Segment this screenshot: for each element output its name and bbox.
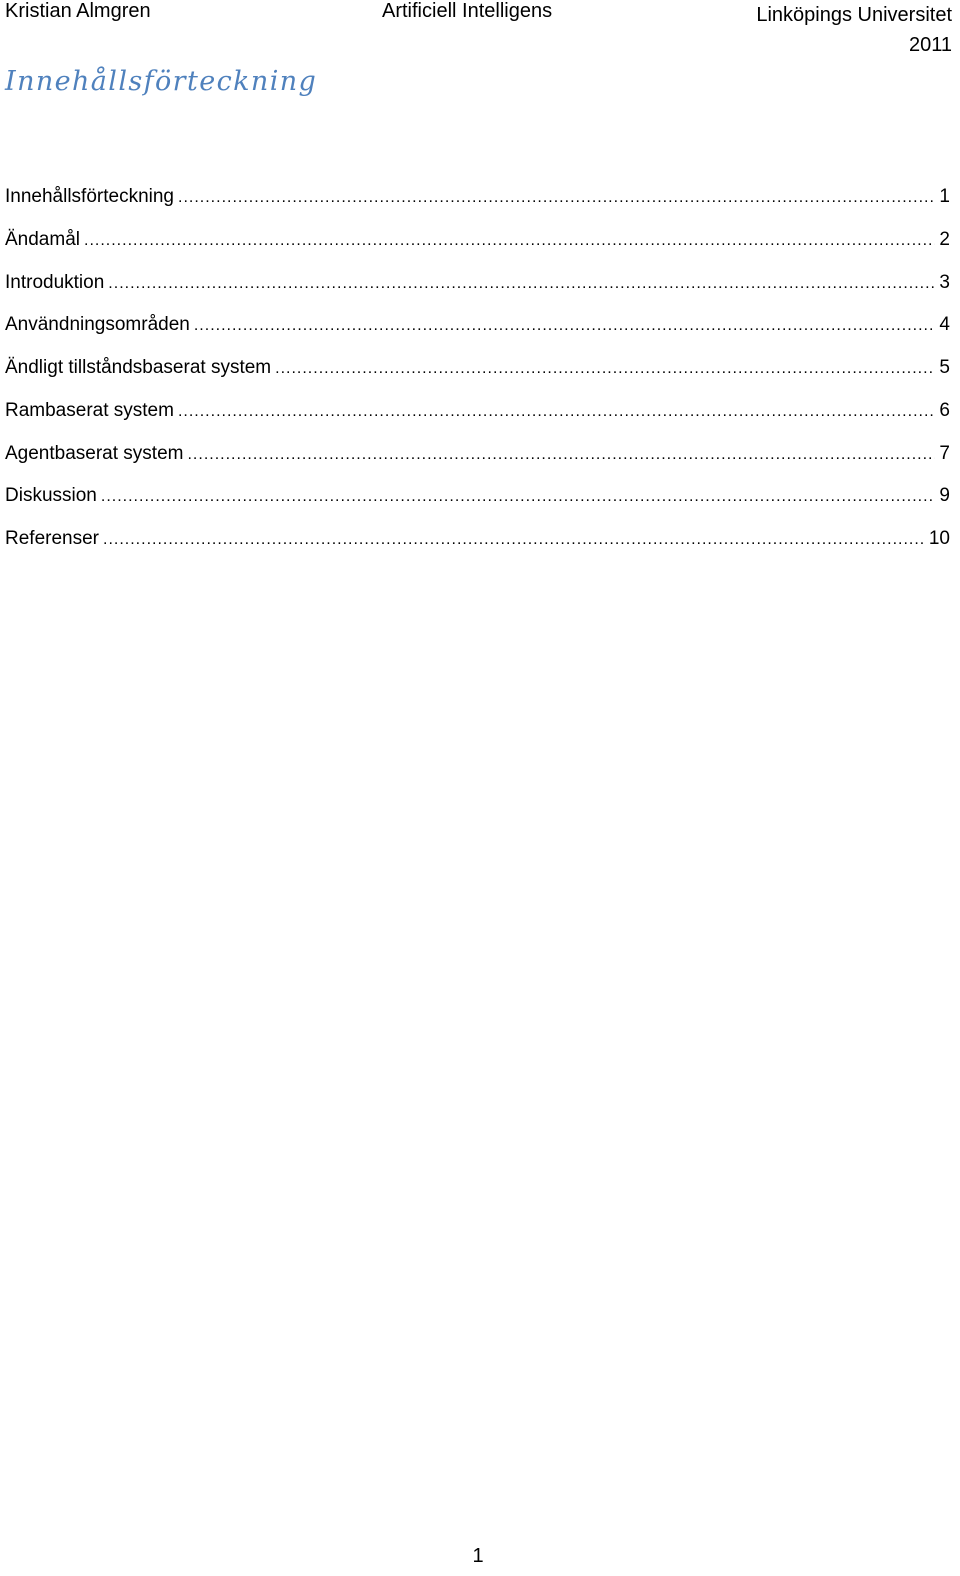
toc-entry-label: Innehållsförteckning [5, 186, 174, 207]
toc-dot-leader [275, 357, 935, 381]
toc-entry-page: 6 [939, 399, 950, 421]
header-course: Artificiell Intelligens [382, 0, 553, 22]
header-year: 2011 [908, 34, 952, 56]
toc-entry-page: 9 [939, 485, 950, 507]
toc-dot-leader [178, 400, 935, 424]
toc-entry[interactable] [5, 228, 950, 271]
toc-dot-leader [103, 528, 925, 552]
toc-entry-label: Rambaserat system [5, 399, 174, 421]
toc-dot-leader [194, 314, 936, 338]
toc-entry[interactable] [5, 484, 950, 527]
toc-entry-label: Ändamål [5, 228, 80, 250]
header-right-block [756, 0, 952, 60]
toc-entry-page: 2 [939, 228, 950, 250]
toc-entry-page: 5 [939, 357, 950, 378]
toc-entry-label: Diskussion [5, 485, 97, 507]
toc-entry[interactable] [5, 185, 950, 228]
toc-entry-label: Användningsområden [5, 314, 190, 336]
table-of-contents [5, 185, 950, 570]
toc-dot-leader [101, 485, 936, 509]
toc-entry-label: Introduktion [5, 271, 105, 293]
toc-dot-leader [84, 229, 935, 253]
toc-entry-page: 4 [939, 314, 950, 336]
page-number: 1 [472, 1545, 484, 1567]
toc-entry[interactable] [5, 313, 950, 356]
toc-dot-leader [108, 272, 935, 296]
toc-entry-label: Ändligt tillståndsbaserat system [5, 357, 272, 378]
toc-heading: Innehållsförteckning [5, 66, 318, 97]
header-author: Kristian Almgren [5, 0, 151, 22]
toc-entry-label: Agentbaserat system [5, 442, 184, 464]
toc-dot-leader [178, 186, 935, 210]
toc-entry-page: 7 [939, 442, 950, 464]
page-header [5, 0, 952, 56]
toc-entry-page: 10 [928, 528, 950, 549]
toc-entry[interactable] [5, 271, 950, 314]
toc-entry[interactable] [5, 356, 950, 399]
toc-dot-leader [187, 443, 935, 467]
toc-entry-page: 3 [939, 271, 950, 293]
toc-entry-label: Referenser [5, 528, 99, 549]
toc-entry[interactable] [5, 527, 950, 570]
toc-entry[interactable] [5, 442, 950, 485]
toc-entry[interactable] [5, 399, 950, 442]
header-university: Linköpings Universitet [756, 4, 952, 26]
toc-entry-page: 1 [939, 186, 950, 207]
